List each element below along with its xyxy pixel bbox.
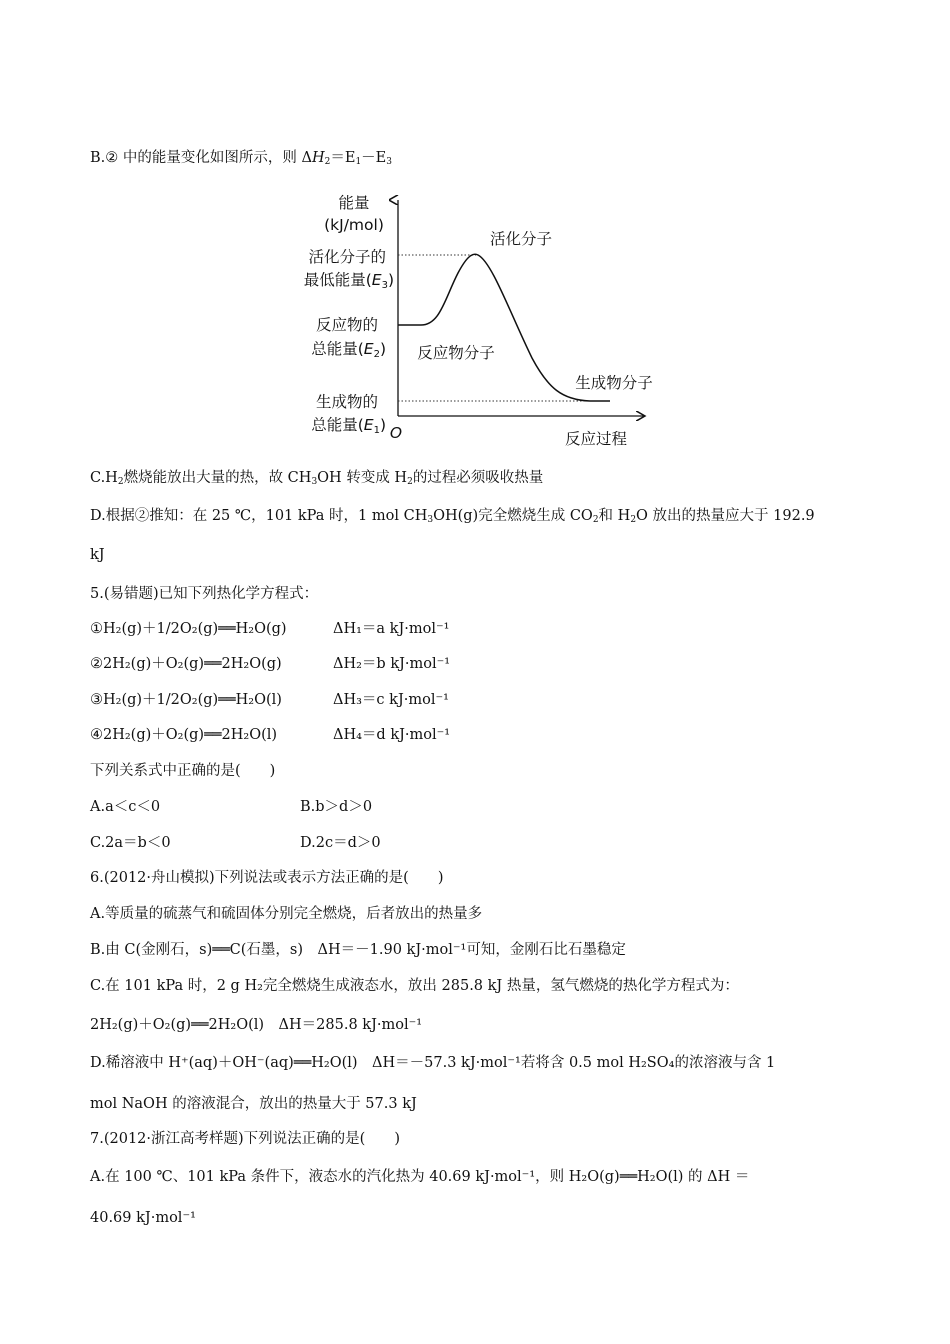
option-b-eq: ＝E bbox=[330, 150, 356, 166]
subscript: 2 bbox=[407, 477, 413, 487]
q7-option-a-continuation: 40.69 kJ·mol⁻¹ bbox=[90, 1210, 196, 1226]
q6-option-b: B.由 C(金刚石，s)══C(石墨，s) ΔH＝－1.90 kJ·mol⁻¹可知，金刚石比石墨稳定 bbox=[90, 942, 626, 958]
subscript: 3 bbox=[311, 477, 318, 487]
q5-option-d: D.2c＝d＞0 bbox=[300, 835, 381, 851]
subscript: 2 bbox=[630, 515, 637, 525]
q6-option-d-continuation: mol NaOH 的溶液混合，放出的热量大于 57.3 kJ bbox=[90, 1096, 417, 1112]
delta-h-var: H bbox=[311, 150, 325, 166]
y-axis-title: 能量 bbox=[338, 194, 370, 212]
q5-option-b: B.b＞d＞0 bbox=[300, 799, 373, 815]
q5-eq2-dh: ΔH₂＝b kJ·mol⁻¹ bbox=[333, 656, 451, 672]
q5-eq1-lhs: ①H₂(g)＋1/2O₂(g)══H₂O(g) bbox=[90, 621, 287, 637]
q6-option-c: C.在 101 kPa 时，2 g H₂完全燃烧生成液态水，放出 285.8 kJ 热量，氢气燃烧的热化学方程式为： bbox=[90, 978, 739, 994]
text-run: OH 转变成 H bbox=[317, 470, 408, 486]
q7-title: 7.(2012·浙江高考样题)下列说法正确的是( ) bbox=[90, 1131, 400, 1147]
e1-label-line2: 总能量(E1) bbox=[311, 416, 386, 436]
subscript: 2 bbox=[324, 157, 331, 167]
e2-label-line1: 反应物的 bbox=[315, 316, 378, 334]
product-label: 生成物分子 bbox=[575, 374, 653, 392]
text-run: D.根据②推知：在 25 ℃，101 kPa 时，1 mol CH bbox=[90, 508, 428, 524]
text-run: 和 H bbox=[598, 508, 631, 524]
q6-option-c-equation: 2H₂(g)＋O₂(g)══2H₂O(l) ΔH＝285.8 kJ·mol⁻¹ bbox=[90, 1017, 423, 1033]
q5-option-c: C.2a＝b＜0 bbox=[90, 835, 171, 851]
subscript: 2 bbox=[117, 477, 124, 487]
option-b-minus: －E bbox=[361, 150, 387, 166]
subscript: 2 bbox=[592, 515, 599, 525]
q6-title: 6.(2012·舟山模拟)下列说法或表示方法正确的是( ) bbox=[90, 870, 444, 886]
e3-label-line2: 最低能量(E3) bbox=[303, 271, 394, 291]
option-b-text: B.② 中的能量变化如图所示，则 Δ bbox=[90, 150, 312, 166]
text-run: O 放出的热量应大于 192.9 bbox=[636, 508, 815, 524]
text-run: 的过程必须吸收热量 bbox=[412, 470, 544, 486]
option-b-line bbox=[90, 148, 392, 168]
option-c-line bbox=[90, 468, 543, 488]
e2-label-line2: 总能量(E2) bbox=[311, 340, 386, 360]
subscript: 3 bbox=[427, 515, 434, 525]
y-axis-unit: (kJ/mol) bbox=[324, 216, 384, 234]
e3-label-line1: 活化分子的 bbox=[308, 248, 386, 266]
e1-label-line1: 生成物的 bbox=[315, 393, 378, 411]
option-d-continuation: kJ bbox=[90, 547, 105, 563]
q5-eq3-dh: ΔH₃＝c kJ·mol⁻¹ bbox=[333, 692, 449, 708]
q5-eq2-lhs: ②2H₂(g)＋O₂(g)══2H₂O(g) bbox=[90, 656, 282, 672]
x-axis-title: 反应过程 bbox=[564, 430, 628, 448]
q7-option-a: A.在 100 ℃、101 kPa 条件下，液态水的汽化热为 40.69 kJ·mol⁻¹，则 H₂O(g)══H₂O(l) 的 ΔH ＝ bbox=[90, 1169, 750, 1185]
reactant-label: 反应物分子 bbox=[417, 344, 495, 362]
origin-label: O bbox=[389, 424, 403, 442]
q5-eq3-lhs: ③H₂(g)＋1/2O₂(g)══H₂O(l) bbox=[90, 692, 282, 708]
q6-option-d: D.稀溶液中 H⁺(aq)＋OH⁻(aq)══H₂O(l) ΔH＝－57.3 kJ·mol⁻¹若将含 0.5 mol H₂SO₄的浓溶液与含 1 bbox=[90, 1055, 776, 1071]
q5-eq4-dh: ΔH₄＝d kJ·mol⁻¹ bbox=[333, 727, 451, 743]
q6-option-a: A.等质量的硫蒸气和硫固体分别完全燃烧，后者放出的热量多 bbox=[90, 906, 483, 922]
subscript: 1 bbox=[355, 157, 362, 167]
text-run: OH(g)完全燃烧生成 CO bbox=[433, 508, 593, 524]
q5-title: 5.(易错题)已知下列热化学方程式： bbox=[90, 586, 319, 602]
q5-option-a: A.a＜c＜0 bbox=[90, 799, 161, 815]
energy-diagram bbox=[280, 188, 670, 450]
q5-stem: 下列关系式中正确的是( ) bbox=[90, 763, 276, 779]
text-run: C.H bbox=[90, 470, 118, 486]
subscript: 3 bbox=[386, 157, 392, 167]
q5-eq1-dh: ΔH₁＝a kJ·mol⁻¹ bbox=[333, 621, 450, 637]
peak-label: 活化分子 bbox=[490, 230, 553, 248]
option-d-line bbox=[90, 506, 815, 526]
text-run: 燃烧能放出大量的热，故 CH bbox=[123, 470, 312, 486]
q5-eq4-lhs: ④2H₂(g)＋O₂(g)══2H₂O(l) bbox=[90, 727, 278, 743]
